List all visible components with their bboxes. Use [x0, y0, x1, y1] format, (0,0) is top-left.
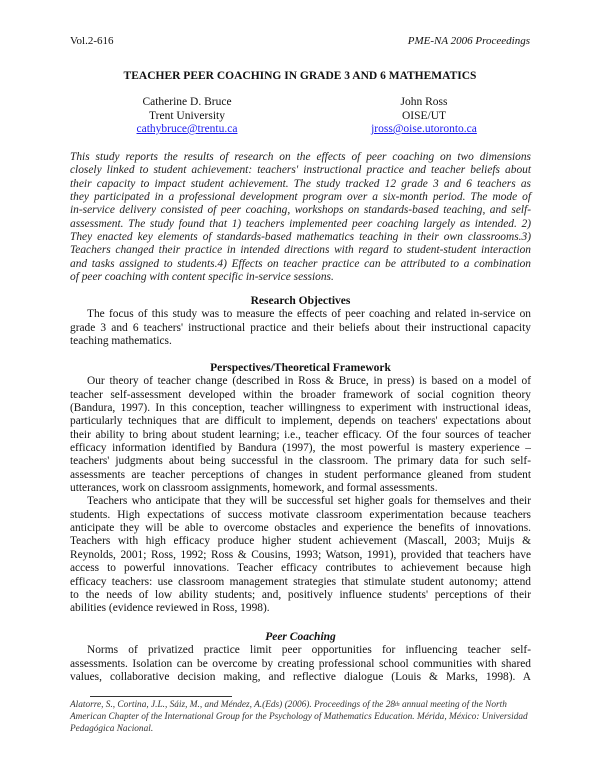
text-line: utterances, work on classroom assignments, homework, and formal assessments.	[70, 482, 438, 495]
section-heading: Research Objectives	[250, 295, 351, 307]
author-block-1	[117, 96, 257, 137]
text-line: to the needs of low ability students; and, positively influence students' perceptions of their	[70, 588, 531, 601]
text-line: This study reports the results of research on the effects of peer coaching on two dimensions	[70, 151, 531, 163]
text-line: Teachers changed their practice in intended directions with regard to student-student interaction	[70, 244, 531, 257]
text-line: abilities (evidence reviewed in Ross, 1998).	[70, 602, 270, 615]
footnote-text: annual meeting of the North American Chapter of the International Group for the Psychology of Mathematics Education. Mérida, México: Universidad Pedagógica Nacional.	[70, 700, 528, 734]
author-affiliation: OISE/UT	[401, 109, 447, 122]
text-line: assessments. Isolation can be overcome by creating professional school communities with shared	[70, 657, 531, 670]
footnote-citation	[70, 699, 531, 735]
text-line: Reynolds, 2001; Ross, 1992; Ross & Cousins, 1993; Watson, 1991), provided that teachers have	[70, 548, 531, 561]
text-line: students. High expectations of success motivate classroom experimentation because teachers	[70, 508, 531, 521]
running-header-proceedings: PME-NA 2006 Proceedings	[407, 35, 530, 47]
author-name: Catherine D. Bruce	[142, 96, 232, 108]
text-line: Our theory of teacher change (described in Ross & Bruce, in press) is based on a model of	[87, 375, 531, 388]
text-line: closely linked to student achievement: teachers' instructional practice and teacher beliefs about	[70, 164, 531, 177]
text-line: efficacy information identified by Bandura (1997), the most powerful is mastery experience –	[70, 442, 531, 455]
text-line: their capacity to impact student achievement. The study tracked 12 grade 3 and 6 teachers as	[70, 177, 531, 190]
text-line: The focus of this study was to measure the effects of peer coaching and related in-service on	[87, 308, 531, 321]
text-line: particularly techniques that are difficult to implement, depends on teachers' expectations about	[70, 415, 531, 428]
text-line: they participated in a professional development program over a six-month period. The mode of	[70, 191, 531, 204]
author-email-link[interactable]: jross@oise.utoronto.ca	[371, 123, 477, 135]
text-line: and tasks assigned to students.4) Effects on teacher practice can be attributed to a combination	[70, 257, 531, 270]
footnote-superscript: th	[395, 702, 400, 708]
text-line: anticipate they will be able to overcome obstacles and experience the benefits of innovations.	[70, 522, 531, 535]
section-heading: Peer Coaching	[265, 631, 336, 643]
text-line: (Bandura, 1997). In this conception, teacher willingness to experiment with instructional ideas,	[70, 402, 531, 415]
text-line: teaching mathematics.	[70, 335, 172, 348]
text-line: teachers' judgments about being successful in the classroom. The primary data for such self-	[70, 455, 531, 468]
text-line: They enacted key elements of standards-based mathematics teaching in their own classrooms.3)	[70, 231, 531, 244]
text-line: teacher self-assessment developed within the broader framework of social cognition theory	[70, 388, 531, 401]
text-line: Teachers with high efficacy produce higher student achievement (Mascall, 2003; Muijs &	[70, 535, 531, 548]
author-email-link[interactable]: cathybruce@trentu.ca	[136, 123, 238, 135]
author-block-2	[354, 96, 494, 137]
text-line: access to powerful innovations. Teacher efficacy contributes to achievement because high	[70, 562, 531, 575]
author-affiliation: Trent University	[149, 109, 225, 122]
section-research-objectives	[70, 295, 531, 348]
running-header-volume: Vol.2-616	[70, 35, 114, 47]
abstract	[70, 151, 531, 284]
section-heading: Perspectives/Theoretical Framework	[210, 362, 391, 374]
text-line: values, collaborative decision making, and reflective dialogue (Louis & Marks, 1998). A	[70, 671, 531, 684]
text-line: Teachers who anticipate that they will be successful set higher goals for themselves and their	[87, 495, 531, 508]
author-name: John Ross	[400, 96, 448, 108]
text-line: in-service delivery consisted of peer coaching, workshops on standards-based teaching, and self-	[70, 204, 531, 217]
text-line: grade 3 and 6 teachers' instructional practice and their beliefs about their instructional capacity	[70, 321, 531, 334]
paper-title: TEACHER PEER COACHING IN GRADE 3 AND 6 MATHEMATICS	[123, 70, 477, 82]
text-line: their ability to bring about student learning; i.e., teacher efficacy. Of the four sources of teacher	[70, 428, 531, 441]
text-line: efficacy teachers: use classroom management strategies that stimulate student autonomy; attend	[70, 575, 531, 588]
text-line: Norms of privatized practice limit peer opportunities for influencing teacher self-	[87, 644, 531, 657]
section-theoretical-framework	[70, 362, 531, 616]
text-line: of peer coaching with content specific in-service sessions.	[70, 271, 334, 284]
text-line: assessments are teacher perceptions of changes in student performance gleaned from student	[70, 468, 531, 481]
footnote-divider	[90, 696, 232, 697]
section-peer-coaching	[70, 631, 531, 684]
text-line: assessment. The study found that 1) teachers implemented peer coaching largely as intended. 2)	[70, 217, 531, 230]
footnote-text: Alatorre, S., Cortina, J.L., Sáiz, M., and Méndez, A.(Eds) (2006). Proceedings of the 28	[70, 700, 396, 710]
